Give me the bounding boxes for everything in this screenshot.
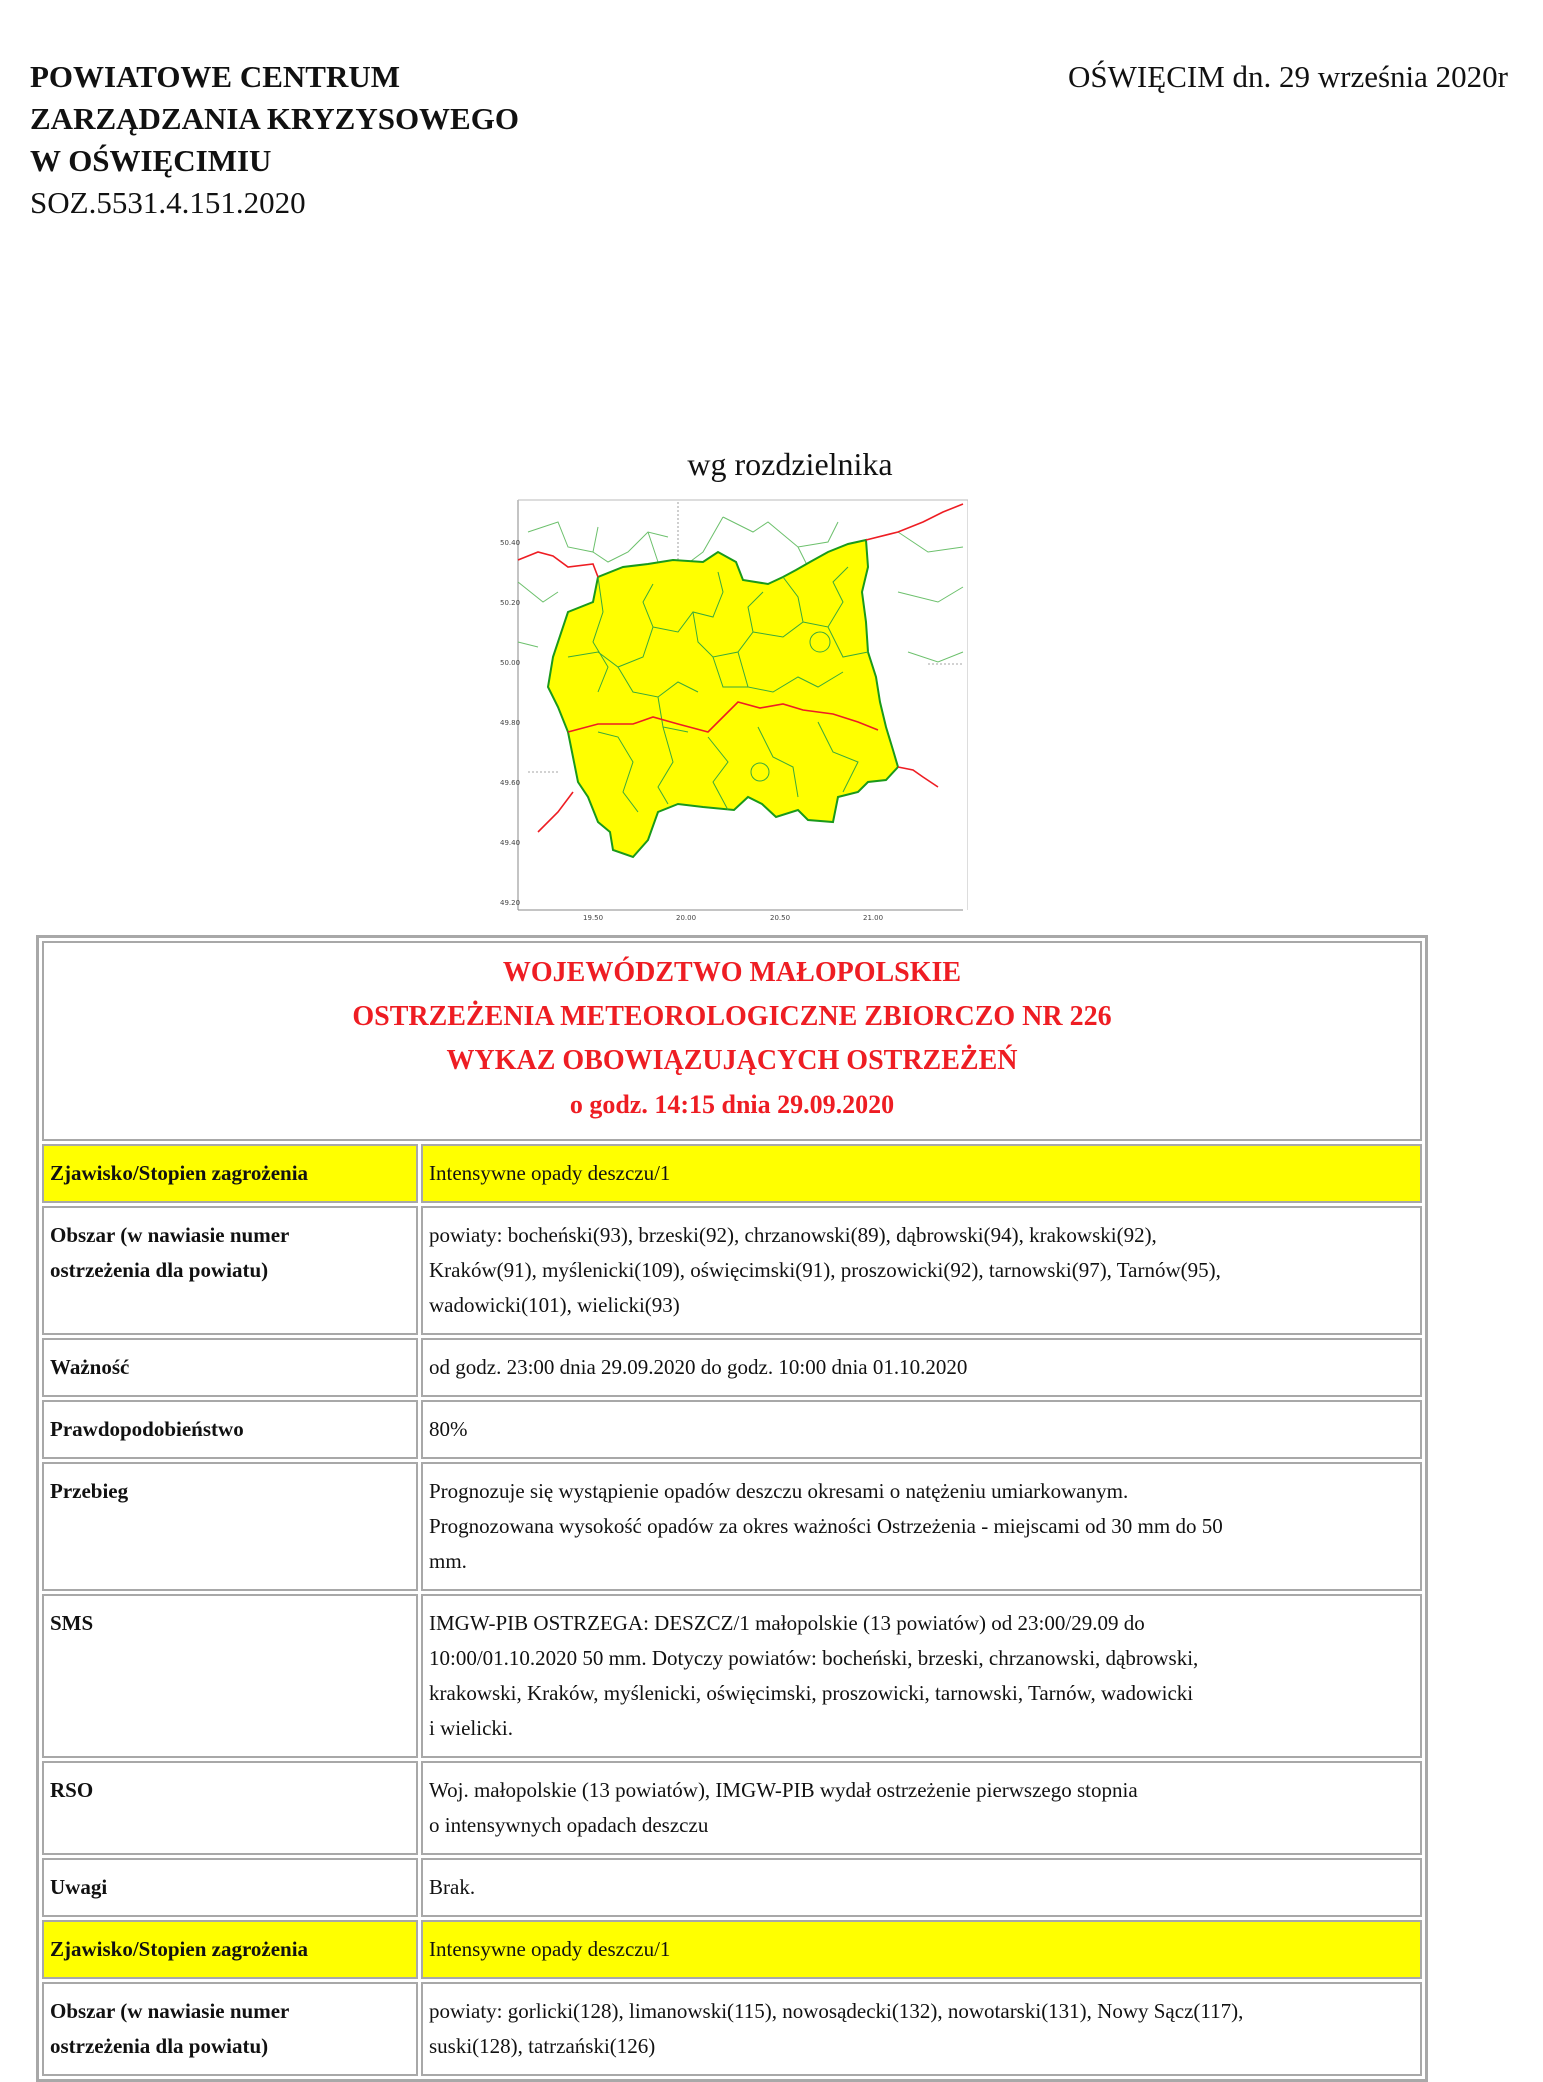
lat-label: 49.40 [500,839,521,847]
lon-label: 20.50 [770,914,791,922]
warning-map [498,492,968,922]
lat-label: 50.40 [500,539,521,547]
map-lat-labels [500,539,520,907]
table-row [42,1206,1422,1335]
row-value: Intensywne opady deszczu/1 [421,1920,1422,1979]
table-title-row [42,941,1422,1141]
row-value [421,1761,1422,1855]
row-value-line: o intensywnych opadach deszczu [429,1813,709,1837]
table-row [42,1858,1422,1917]
row-label: SMS [42,1594,418,1758]
row-value-line: wadowicki(101), wielicki(93) [429,1293,680,1317]
title-voivodeship: WOJEWÓDZTWO MAŁOPOLSKIE [502,957,962,988]
row-label-line: ostrzeżenia dla powiatu) [50,2034,269,2058]
table-row [42,1144,1422,1203]
row-label-line: Obszar (w nawiasie numer [50,1999,290,2023]
row-value-line: Prognozowana wysokość opadów za okres ważności Ostrzeżenia - miejscami od 30 mm do 50 [429,1514,1223,1538]
row-value-line: IMGW-PIB OSTRZEGA: DESZCZ/1 małopolskie (13 powiatów) od 23:00/29.09 do [429,1611,1145,1635]
table-row [42,1594,1422,1758]
table-row [42,1462,1422,1591]
lat-label: 50.00 [500,659,521,667]
row-label: RSO [42,1761,418,1855]
row-value-line: Prognozuje się wystąpienie opadów deszczu okresami o natężeniu umiarkowanym. [429,1479,1129,1503]
row-label-line: ostrzeżenia dla powiatu) [50,1258,269,1282]
row-value-line: powiaty: bocheński(93), brzeski(92), chrzanowski(89), dąbrowski(94), krakowski(92), [429,1223,1157,1247]
row-value: 80% [421,1400,1422,1459]
table-title-cell [42,941,1422,1141]
distribution-note: wg rozdzielnika [687,446,893,482]
map-lon-labels [583,914,883,922]
row-label [42,1206,418,1335]
row-value-line: krakowski, Kraków, myślenicki, oświęcimski, proszowicki, tarnowski, Tarnów, wadowicki [429,1681,1194,1705]
title-time: o godz. 14:15 dnia 29.09.2020 [569,1090,895,1119]
row-value [421,1462,1422,1591]
row-value: Brak. [421,1858,1422,1917]
row-value: od godz. 23:00 dnia 29.09.2020 do godz. 10:00 dnia 01.10.2020 [421,1338,1422,1397]
lat-label: 49.80 [500,719,521,727]
row-label: Przebieg [42,1462,418,1591]
lat-label: 49.20 [500,899,521,907]
issuer-block [30,56,519,224]
table-row [42,1761,1422,1855]
row-label: Zjawisko/Stopien zagrożenia [42,1920,418,1979]
issuer-name-line3: W OŚWIĘCIMIU [30,143,272,178]
row-label: Uwagi [42,1858,418,1917]
title-list: WYKAZ OBOWIĄZUJĄCYCH OSTRZEŻEŃ [446,1045,1018,1076]
lon-label: 20.00 [676,914,697,922]
row-label [42,1982,418,2076]
row-label: Zjawisko/Stopien zagrożenia [42,1144,418,1203]
title-bulletin: OSTRZEŻENIA METEOROLOGICZNE ZBIORCZO NR 226 [352,1001,1112,1032]
table-row [42,1400,1422,1459]
malopolskie-warning-area [548,540,898,857]
lat-label: 49.60 [500,779,521,787]
place-date: OŚWIĘCIM dn. 29 września 2020r [1068,59,1508,94]
lat-label: 50.20 [500,599,521,607]
warning-table-container [36,935,1428,2082]
table-row [42,1982,1422,2076]
issuer-name-line1: POWIATOWE CENTRUM [30,59,401,94]
table-row [42,1920,1422,1979]
row-value-line: mm. [429,1549,467,1573]
row-value [421,1206,1422,1335]
issuer-name-line2: ZARZĄDZANIA KRYZYSOWEGO [30,101,519,136]
lon-label: 21.00 [863,914,884,922]
row-value [421,1594,1422,1758]
row-value-line: suski(128), tatrzański(126) [429,2034,656,2058]
row-value-line: Woj. małopolskie (13 powiatów), IMGW-PIB wydał ostrzeżenie pierwszego stopnia [429,1778,1138,1802]
row-value: Intensywne opady deszczu/1 [421,1144,1422,1203]
reference-number: SOZ.5531.4.151.2020 [30,185,306,220]
row-value-line: Kraków(91), myślenicki(109), oświęcimski(91), proszowicki(92), tarnowski(97), Tarnów(95), [429,1258,1221,1282]
warning-table [36,935,1428,2082]
lon-label: 19.50 [583,914,604,922]
row-value-line: i wielicki. [429,1716,513,1740]
row-label: Prawdopodobieństwo [42,1400,418,1459]
table-row [42,1338,1422,1397]
row-value-line: 10:00/01.10.2020 50 mm. Dotyczy powiatów: bocheński, brzeski, chrzanowski, dąbrowski, [429,1646,1199,1670]
row-label: Ważność [42,1338,418,1397]
row-value [421,1982,1422,2076]
row-value-line: powiaty: gorlicki(128), limanowski(115), nowosądecki(132), nowotarski(131), Nowy Sącz(117), [429,1999,1244,2023]
row-label-line: Obszar (w nawiasie numer [50,1223,290,1247]
